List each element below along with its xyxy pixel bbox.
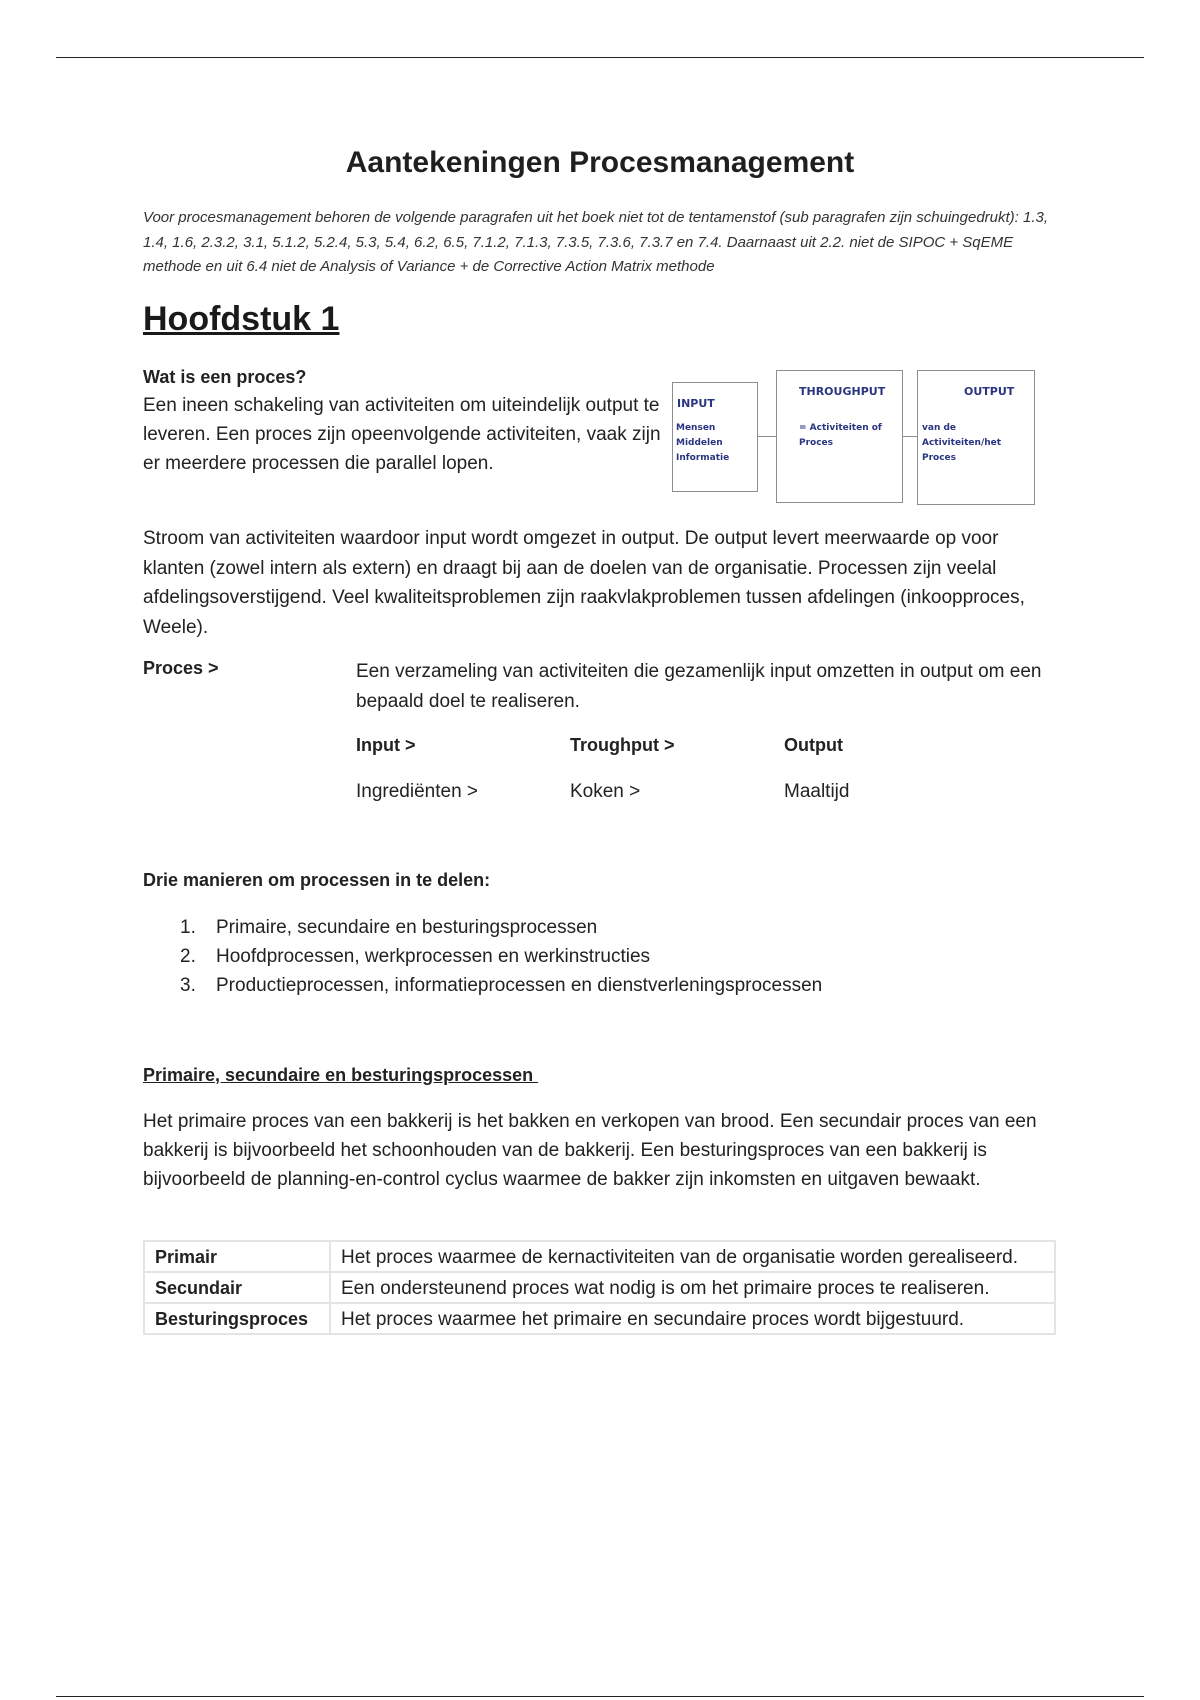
ipo-throughput-title: THROUGHPUT bbox=[799, 385, 886, 398]
list-item-text: Hoofdprocessen, werkprocessen en werkinstructies bbox=[216, 946, 651, 967]
process-types-table bbox=[143, 1240, 1056, 1335]
table-row bbox=[144, 1241, 1055, 1272]
footer-rule bbox=[56, 1696, 1144, 1697]
document-title: Aantekeningen Procesmanagement bbox=[345, 146, 855, 179]
list-item bbox=[180, 942, 822, 971]
example-value-input: Ingrediënten > bbox=[356, 781, 479, 802]
chapter-heading: Hoofdstuk 1 bbox=[143, 300, 340, 338]
ipo-throughput-line: = Activiteiten of bbox=[799, 423, 882, 433]
table-term: Secundair bbox=[144, 1272, 330, 1303]
ipo-input-title: INPUT bbox=[677, 397, 715, 410]
ipo-throughput-box bbox=[776, 370, 903, 503]
stream-paragraph: Stroom van activiteiten waardoor input wordt omgezet in output. De output levert meerwaarde op voor klanten (zowel intern als extern) en draagt bij aan de doelen van de organisatie. Processen zijn veelal afdelingsoverstijgend. Veel kwaliteitsproblemen zijn raakvlakproblemen tussen afdelingen (inkoopproces, Weele). bbox=[143, 528, 1025, 638]
ipo-input-line: Middelen bbox=[676, 438, 723, 448]
list-item-text: Primaire, secundaire en besturingsprocessen bbox=[216, 917, 598, 938]
header-rule bbox=[56, 57, 1144, 58]
list-item-number: 3. bbox=[180, 975, 196, 996]
ipo-output-title: OUTPUT bbox=[964, 385, 1015, 398]
ipo-input-line: Mensen bbox=[676, 423, 716, 433]
table-definition: Een ondersteunend proces wat nodig is om het primaire proces te realiseren. bbox=[330, 1272, 1055, 1303]
ipo-connector-1 bbox=[756, 436, 776, 437]
list-item bbox=[180, 971, 822, 1000]
list-item bbox=[180, 913, 822, 942]
table-definition: Het proces waarmee de kernactiviteiten van de organisatie worden gerealiseerd. bbox=[330, 1241, 1055, 1272]
example-value-throughput: Koken > bbox=[570, 781, 641, 802]
table-term: Primair bbox=[144, 1241, 330, 1272]
example-header-input: Input > bbox=[356, 735, 416, 755]
ipo-output-line: Proces bbox=[922, 453, 957, 463]
ipo-output-box bbox=[917, 370, 1035, 505]
three-ways-heading: Drie manieren om processen in te delen: bbox=[143, 870, 491, 890]
table-row bbox=[144, 1303, 1055, 1334]
proces-definition: Een verzameling van activiteiten die gezamenlijk input omzetten in output om een bepaald doel te realiseren. bbox=[356, 661, 1042, 712]
primary-section-heading: Primaire, secundaire en besturingsprocessen bbox=[143, 1065, 539, 1085]
table-definition: Het proces waarmee het primaire en secundaire proces wordt bijgestuurd. bbox=[330, 1303, 1055, 1334]
table-term: Besturingsproces bbox=[144, 1303, 330, 1334]
what-is-body: Een ineen schakeling van activiteiten om uiteindelijk output te leveren. Een proces zijn opeenvolgende activiteiten, vaak zijn er meerdere processen die parallel lopen. bbox=[143, 395, 661, 474]
what-is-heading: Wat is een proces? bbox=[143, 367, 307, 387]
example-header-throughput: Troughput > bbox=[570, 735, 675, 755]
ipo-connector-2 bbox=[901, 436, 917, 437]
ipo-input-box bbox=[672, 382, 758, 492]
proces-label: Proces > bbox=[143, 658, 219, 678]
ipo-throughput-line: Proces bbox=[799, 438, 834, 448]
list-item-text: Productieprocessen, informatieprocessen en dienstverleningsprocessen bbox=[216, 975, 823, 996]
bakkerij-paragraph: Het primaire proces van een bakkerij is het bakken en verkopen van brood. Een secundair proces van een bakkerij is bijvoorbeeld het schoonhouden van de bakkerij. Een besturingsproces van een bakkerij is bijvoorbeeld de planning-en-control cyclus waarmee de bakker zijn inkomsten en uitgaven bewaakt. bbox=[143, 1111, 1037, 1190]
list-item-number: 2. bbox=[180, 946, 196, 967]
three-ways-list bbox=[180, 913, 822, 1000]
example-value-output: Maaltijd bbox=[784, 781, 850, 802]
example-header-output: Output bbox=[784, 735, 843, 755]
list-item-number: 1. bbox=[180, 917, 196, 938]
intro-note: Voor procesmanagement behoren de volgende paragrafen uit het boek niet tot de tentamenstof (sub paragrafen zijn schuingedrukt): 1.3, 1.4, 1.6, 2.3.2, 3.1, 5.1.2, 5.2.4, 5.3, 5.4, 6.2, 6.5, 7.1.2, 7.1.3, 7.3.5, 7.3.6, 7.3.7 en 7.4. Daarnaast uit 2.2. niet de SIPOC + SqEME methode en uit 6.4 niet de Analysis of Variance + de Corrective Action Matrix methode bbox=[143, 209, 1049, 275]
table-row bbox=[144, 1272, 1055, 1303]
ipo-output-line: van de bbox=[922, 423, 957, 433]
ipo-input-line: Informatie bbox=[676, 453, 730, 463]
ipo-output-line: Activiteiten/het bbox=[922, 438, 1002, 448]
